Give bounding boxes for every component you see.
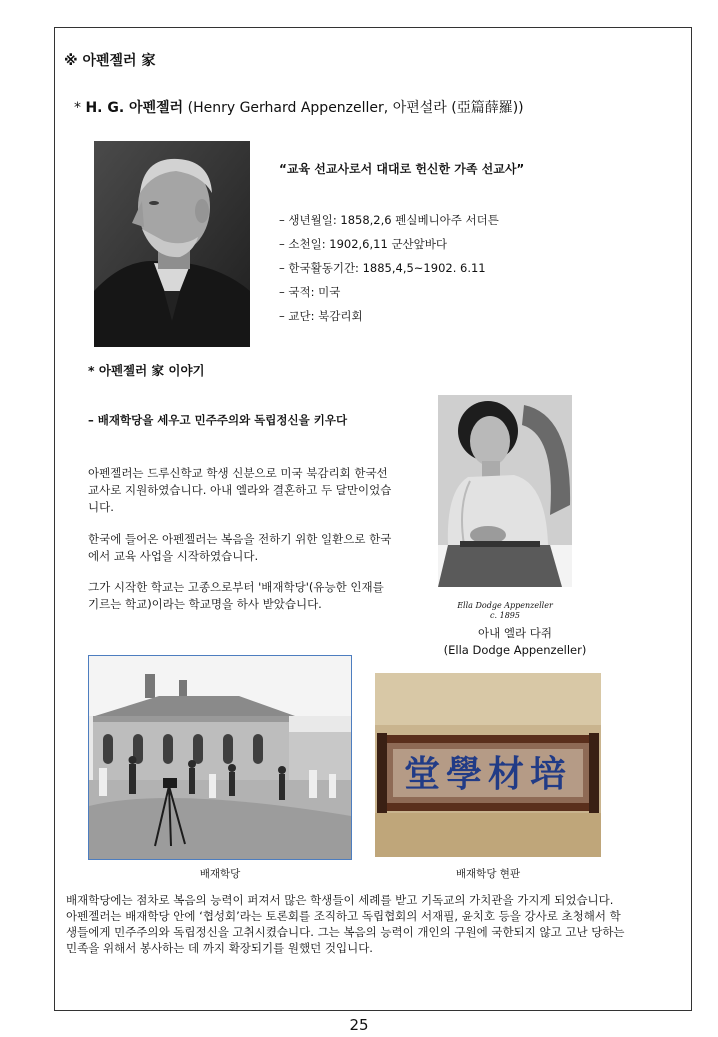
fact-activity-period: – 한국활동기간: 1885,4,5~1902. 6.11 (279, 261, 486, 275)
school-photo (88, 655, 352, 860)
bottom-paragraph: 배재학당에는 점차로 복음의 능력이 퍼져서 많은 학생들이 세례를 받고 기독교의 가치관을 가지게 되었습니다. (66, 893, 614, 907)
signboard-caption: 배재학당 현판 (455, 868, 521, 880)
fact-nationality: – 국적: 미국 (279, 285, 341, 299)
story-title: * 아펜젤러 家 이야기 (88, 363, 205, 378)
wife-photo (438, 395, 572, 587)
person-detail: (Henry Gerhard Appenzeller, 아편설라 (亞篇薛羅)) (187, 100, 524, 116)
story-paragraph: 한국에 들어온 아펜젤러는 복음을 전하기 위한 일환으로 한국에서 교육 사업을 시작하였습니다. (88, 532, 392, 563)
signature-date: c. 1895 (490, 611, 520, 620)
school-photo-caption: 배재학당 (199, 868, 241, 880)
portrait-photo (94, 141, 250, 347)
section-title: ※ 아펜젤러 家 (64, 53, 156, 69)
page-number: 25 (349, 1016, 369, 1034)
person-name: H. G. 아펜젤러 (85, 100, 184, 116)
story-paragraph: 그가 시작한 학교는 고종으로부터 '배재학당'(유능한 인재를 기르는 학교)이라는 학교명을 하사 받았습니다. (88, 580, 384, 611)
signboard-photo (375, 673, 601, 857)
wife-caption (420, 625, 610, 659)
bottom-text (66, 892, 626, 956)
quote-heading: “교육 선교사로서 대대로 헌신한 가족 선교사” (279, 162, 525, 176)
wife-caption-english: (Ella Dodge Appenzeller) (443, 643, 587, 657)
story-paragraph: 아펜젤러는 드루신학교 학생 신분으로 미국 북감리회 한국선교사로 지원하였습니다. 아내 엘라와 결혼하고 두 달만이었습니다. (88, 466, 392, 514)
photo-signature (438, 601, 572, 621)
signboard-text: 堂學材培 (403, 753, 573, 795)
person-heading (74, 97, 524, 117)
fact-denomination: – 교단: 북감리회 (279, 309, 363, 323)
fact-birth: – 생년월일: 1858,2,6 펜실베니아주 서더튼 (279, 213, 499, 227)
bullet: * (74, 100, 81, 116)
fact-death: – 소천일: 1902,6,11 군산앞바다 (279, 237, 447, 251)
story-subtitle: – 배재학당을 세우고 민주주의와 독립정신을 키우다 (88, 413, 348, 427)
fact-list (279, 212, 499, 332)
wife-caption-korean: 아내 엘라 다쥐 (478, 626, 552, 640)
bottom-paragraph: 아펜젤러는 배재학당 안에 ‘협성회’라는 토론회를 조직하고 독립협회의 서재필, 윤치호 등을 강사로 초청해서 학생들에게 민주주의와 독립정신을 고취시켰습니다. 그는 복음의 능력이 개인의 구원에 국한되지 않고 고난 당하는 민족을 위해서 봉사하는 데 까지 확장되기를 원했던 것입니다. (66, 909, 625, 955)
signature-name: Ella Dodge Appenzeller (457, 601, 553, 610)
